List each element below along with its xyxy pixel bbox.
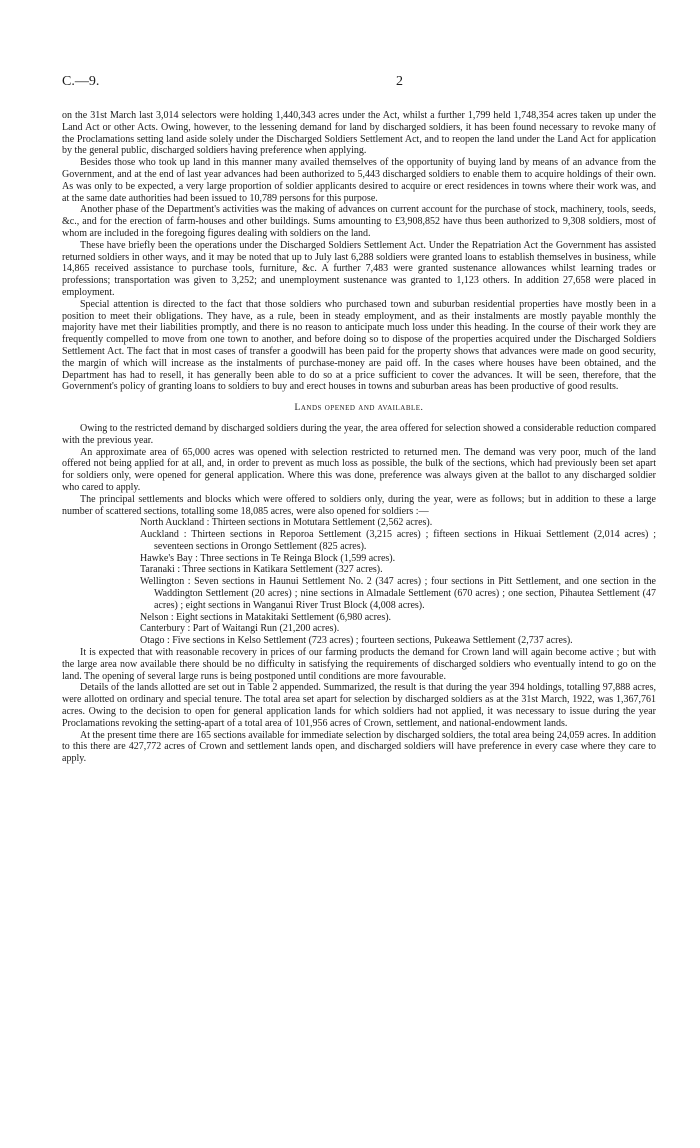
paragraph: These have briefly been the operations under the Discharged Soldiers Settlement Act. Under the Repatriation Act the Government has assisted returned soldiers in other ways, and it may be noted that up to July last 6,288 soldiers were granted loans to establish themselves in business, while 14,865 received assistance to purchase tools, furniture, &c. A further 7,483 were granted sustenance allowances whilst learning trades or professions; transportation was given to 3,252; and unemployment sustenance was granted to 1,123 others. In addition 27,658 were placed in employment. [62, 239, 656, 298]
settlement-item: Auckland : Thirteen sections in Reporoa Settlement (3,215 acres) ; fifteen sections in Hikuai Settlement (2,014 acres) ; seventeen sections in Orongo Settlement (825 acres). [140, 529, 656, 552]
paragraph: Details of the lands allotted are set out in Table 2 appended. Summarized, the result is that during the year 394 holdings, totalling 97,888 acres, were allotted on ordinary and special tenure. The total area set apart for selection by discharged soldiers as at the 31st March, 1922, was 1,367,761 acres. Owing to the decision to open for general application lands for which soldiers had not applied, it was necessary to issue during the year Proclamations revoking the setting-apart of a total area of 101,956 acres of Crown, settlement, and national-endowment lands. [62, 682, 656, 729]
settlement-item: Canterbury : Part of Waitangi Run (21,200 acres). [140, 623, 340, 635]
paragraph: At the present time there are 165 sections available for immediate selection by discharged soldiers, the total area being 24,059 acres. In addition to this there are 427,772 acres of Crown and settlement lands open, and discharged soldiers will have preference in every case where they care to apply. [62, 729, 657, 765]
document-body [62, 110, 656, 765]
section-heading: Lands opened and available. [294, 403, 424, 414]
paragraph: Owing to the restricted demand by discharged soldiers during the year, the area offered for selection showed a considerable reduction compared with the previous year. [62, 422, 656, 446]
paragraph: Special attention is directed to the fact that those soldiers who purchased town and suburban residential properties have mostly been in a position to meet their obligations. They have, as a rule, been in steady employment, and as their instalments are mostly payable monthly the majority have met their liabilities promptly, and there is no reason to anticipate much loss under this heading. In the course of their work they are frequently compelled to move from one town to another, and before doing so to dispose of the properties acquired under the Discharged Soldiers Settlement Act. The fact that in most cases of transfer a goodwill has been paid for the property shows that advances were made on good security, the margin of which will increase as the instalments of purchase-money are paid off. In the cases where houses have been obtained, and the Department has had to resell, it has generally been able to do so at a price sufficient to cover the advances. It will be seen, therefore, that the Government's policy of granting loans to soldiers to buy and erect houses in towns and suburban areas has been productive of good results. [62, 298, 656, 393]
paragraph: The principal settlements and blocks which were offered to soldiers only, during the year, were as follows; but in addition to these a large number of scattered sections, totalling some 18,085 acres, were also opened for soldiers :— [62, 493, 656, 517]
paragraph: on the 31st March last 3,014 selectors were holding 1,440,343 acres under the Act, whilst a further 1,799 held 1,748,354 acres taken up under the Land Act or other Acts. Owing, however, to the lessening demand for land by discharged soldiers, it has been found necessary to revoke many of the Proclamations setting land aside solely under the Discharged Soldiers Settlement Act, and to reopen the land under the Land Act for application by the general public, discharged soldiers having preference when applying. [62, 110, 656, 157]
page-header [62, 74, 638, 94]
settlement-item: Taranaki : Three sections in Katikara Settlement (327 acres). [140, 564, 383, 576]
paragraph: Besides those who took up land in this manner many availed themselves of the opportunity of buying land by means of an advance from the Government, and at the end of last year advances had been authorized to 5,443 discharged soldiers to enable them to acquire holdings of their own. As was only to be expected, a very large proportion of soldier applicants desired to acquire or erect residences in towns where their work was, and at the same date authorities had been issued to 10,789 persons for this purpose. [62, 157, 656, 204]
settlement-item: Otago : Five sections in Kelso Settlement (723 acres) ; fourteen sections, Pukeawa Settlement (2,737 acres). [140, 635, 573, 647]
settlement-item: Hawke's Bay : Three sections in Te Reinga Block (1,599 acres). [140, 552, 396, 564]
settlement-item: North Auckland : Thirteen sections in Motutara Settlement (2,562 acres). [140, 517, 433, 529]
settlement-item: Wellington : Seven sections in Haunui Settlement No. 2 (347 acres) ; four sections in Pitt Settlement, and one section in the Waddington Settlement (20 acres) ; nine sections in Almadale Settlement (670 acres) ; one section, Pihautea Settlement (47 acres) ; eight sections in Wanganui River Trust Block (4,008 acres). [140, 576, 656, 611]
settlement-list [140, 517, 656, 647]
paragraph: Another phase of the Department's activities was the making of advances on current account for the purchase of stock, machinery, tools, seeds, &c., and for the erection of farm-houses and other buildings. Sums amounting to £3,908,852 have thus been authorized to 9,308 soldiers, most of whom are included in the foregoing figures dealing with soldiers on the land. [62, 204, 656, 239]
settlement-item: Nelson : Eight sections in Matakitaki Settlement (6,980 acres). [140, 611, 392, 623]
report-reference: C.—9. [62, 74, 100, 89]
paragraph: It is expected that with reasonable recovery in prices of our farming products the demand for Crown land will again become active ; but with the large area now available there should be no difficulty in satisfying the requirements of discharged soldiers who eventually intend to go on the land. The opening of several large runs is being postponed until conditions are more favourable. [62, 647, 656, 682]
paragraph: An approximate area of 65,000 acres was opened with selection restricted to returned men. The demand was very poor, much of the land offered not being applied for at all, and, in order to prevent as much loss as possible, the bulk of the sections, which had previously been set apart for soldiers only, were opened for general application. Where this was done, preference was always given at the ballot to any discharged soldier who cared to apply. [62, 446, 656, 493]
page-number: 2 [396, 74, 403, 89]
